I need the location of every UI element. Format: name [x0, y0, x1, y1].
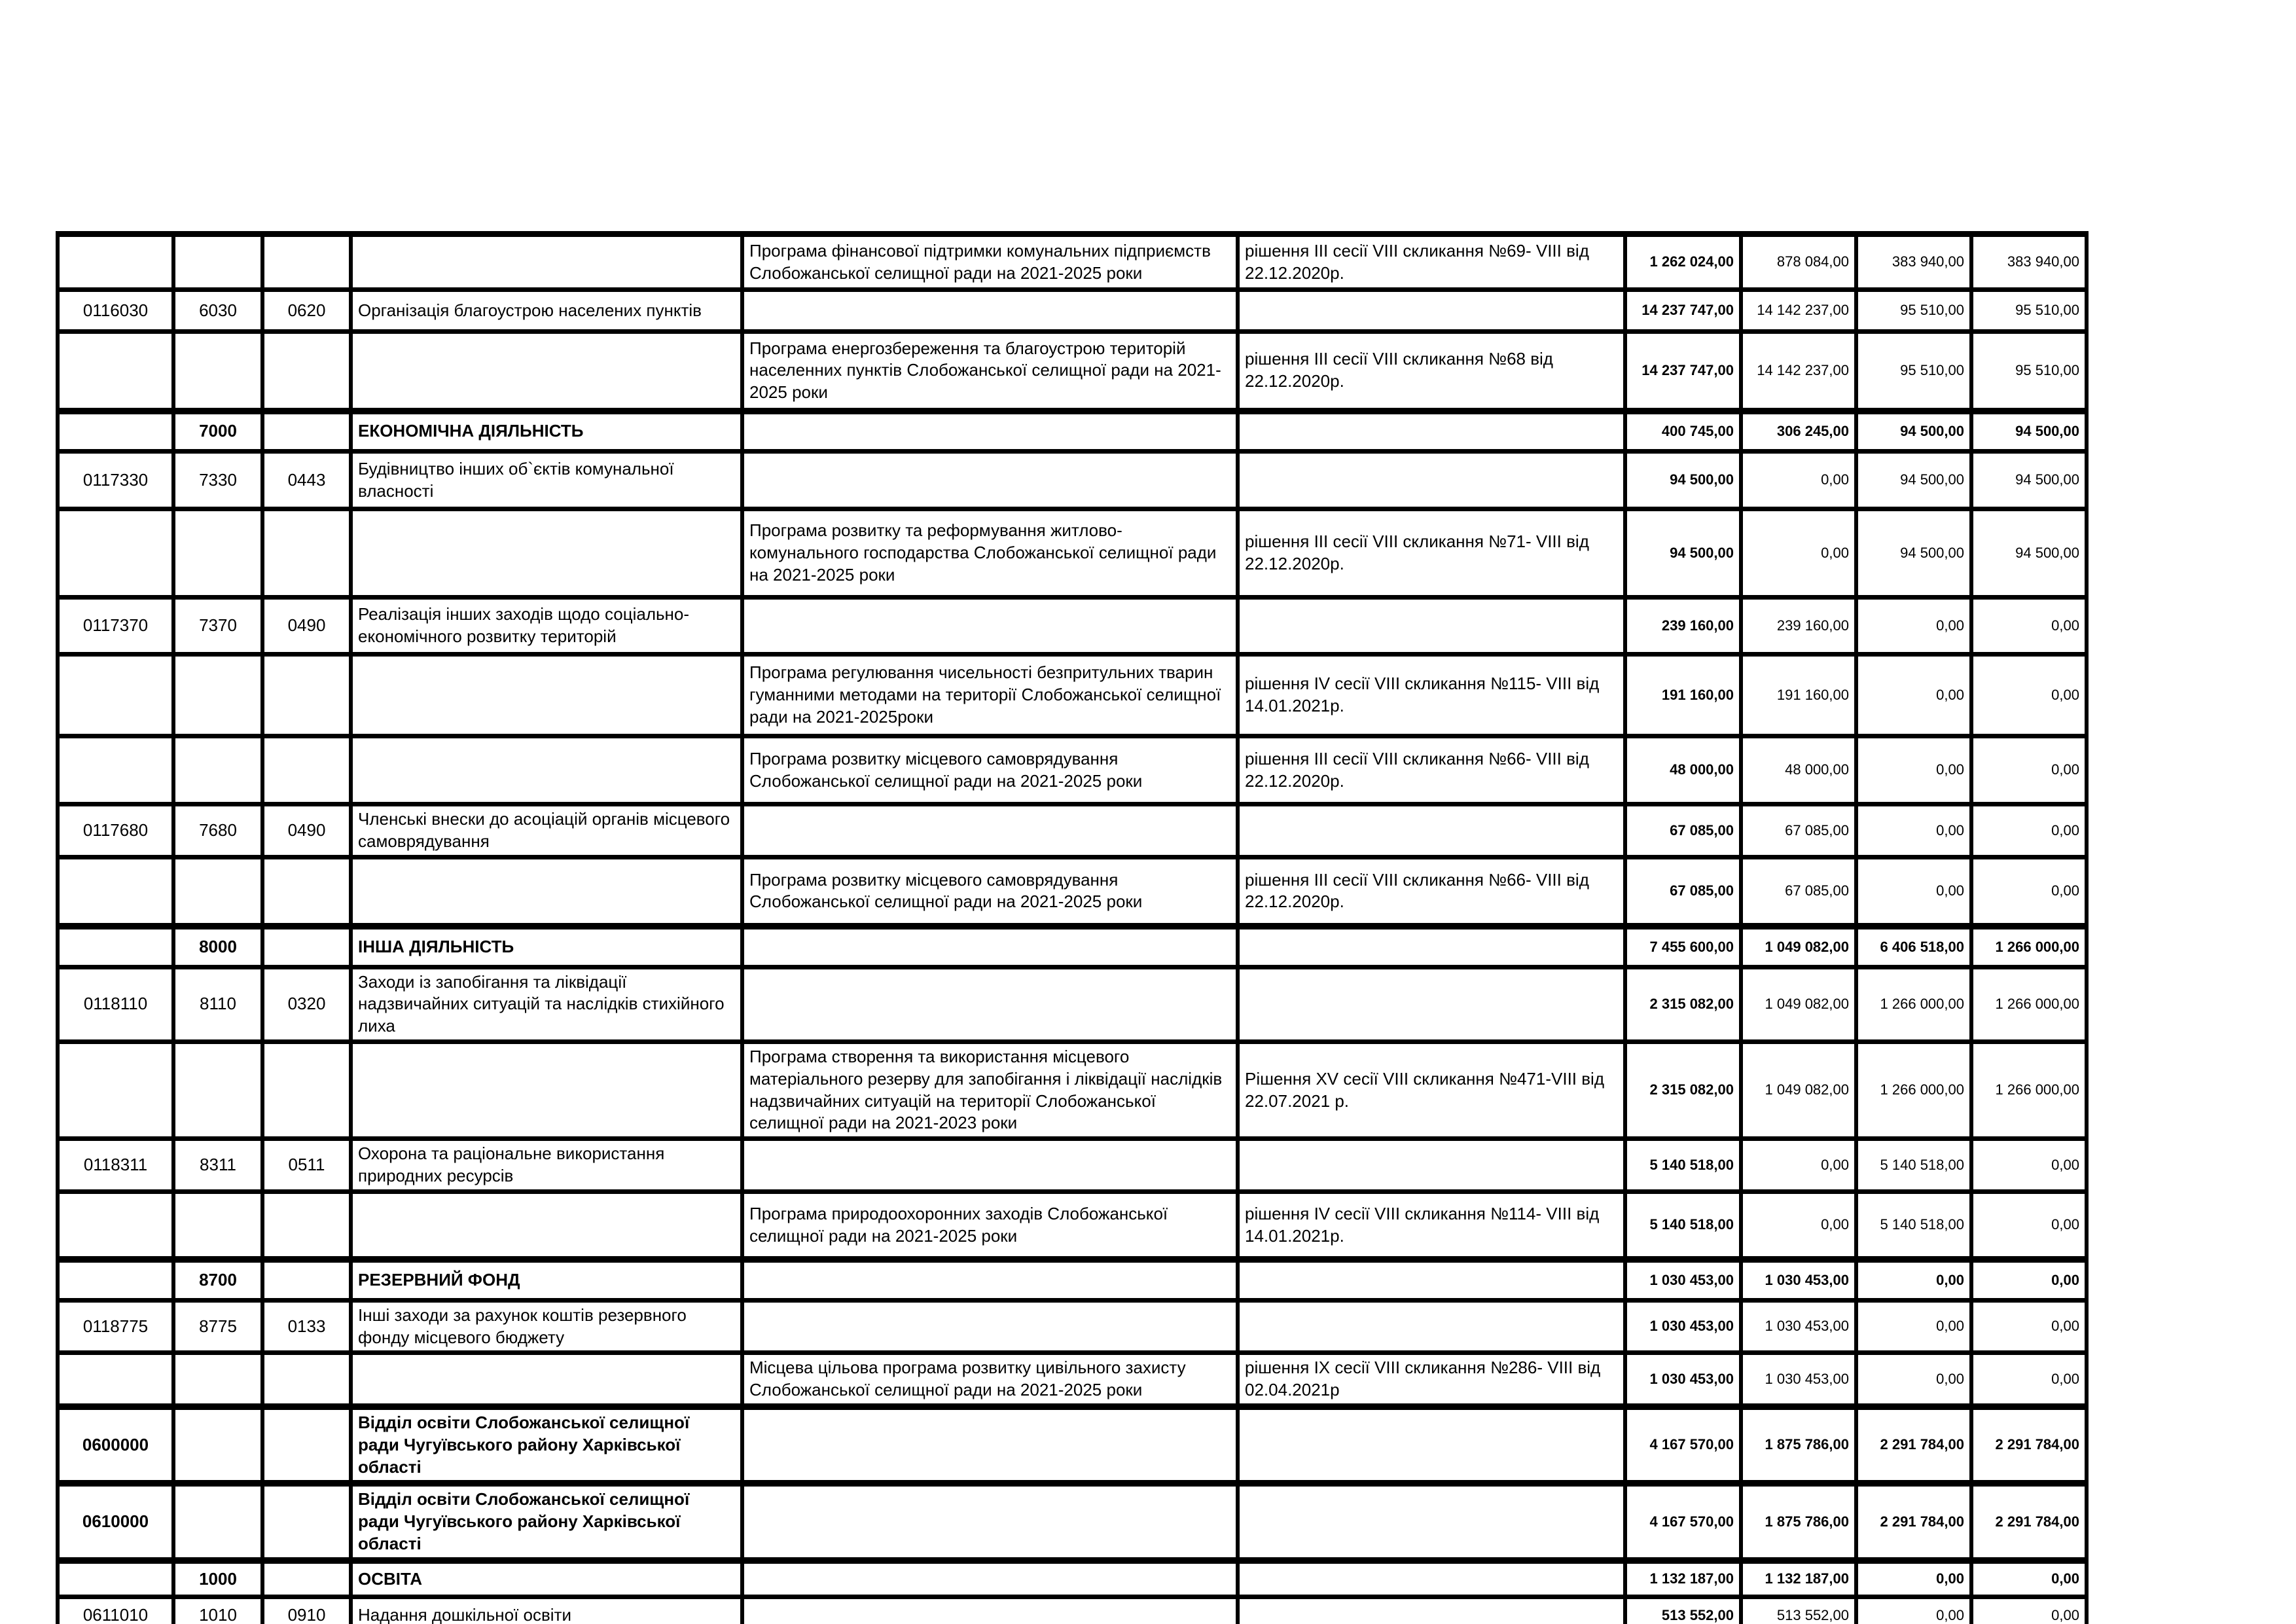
- name-cell: Інші заходи за рахунок коштів резервного фонду місцевого бюджету: [351, 1300, 742, 1353]
- general-fund-cell: 306 245,00: [1741, 411, 1856, 452]
- name-cell: [351, 234, 742, 290]
- special-fund-cell: 0,00: [1856, 857, 1971, 926]
- code-fk-cell: [262, 1407, 351, 1483]
- program-name-cell: [742, 1597, 1238, 1624]
- development-fund-cell: 1 266 000,00: [1971, 1041, 2087, 1138]
- program-name-cell: Місцева цільова програма розвитку цивільного захисту Слобожанської селищної ради на 2021-2025 роки: [742, 1353, 1238, 1407]
- code-tpkv-cell: [173, 509, 262, 598]
- special-fund-cell: 0,00: [1856, 1300, 1971, 1353]
- code-fk-cell: 0443: [262, 452, 351, 509]
- decision-cell: [1238, 804, 1625, 857]
- development-fund-cell: 2 291 784,00: [1971, 1483, 2087, 1560]
- decision-cell: рішення III сесії VIII скликання №66- VIII від 22.12.2020р.: [1238, 736, 1625, 804]
- code-fk-cell: [262, 332, 351, 411]
- code-fk-cell: [262, 411, 351, 452]
- program-name-cell: [742, 1300, 1238, 1353]
- decision-cell: рішення III сесії VIII скликання №66- VIII від 22.12.2020р.: [1238, 857, 1625, 926]
- code-tpkv-cell: [173, 332, 262, 411]
- code-fk-cell: [262, 926, 351, 967]
- code-tpkv-cell: [173, 1407, 262, 1483]
- code-ktpkv-cell: 0611010: [58, 1597, 173, 1624]
- code-ktpkv-cell: 0610000: [58, 1483, 173, 1560]
- name-cell: ЕКОНОМІЧНА ДІЯЛЬНІСТЬ: [351, 411, 742, 452]
- code-fk-cell: [262, 1041, 351, 1138]
- special-fund-cell: 0,00: [1856, 1353, 1971, 1407]
- special-fund-cell: 94 500,00: [1856, 411, 1971, 452]
- table-row-program: [58, 509, 2087, 598]
- total-amount-cell: 14 237 747,00: [1625, 332, 1741, 411]
- table-row-department: [58, 1407, 2087, 1483]
- development-fund-cell: 94 500,00: [1971, 452, 2087, 509]
- development-fund-cell: 383 940,00: [1971, 234, 2087, 290]
- table-row-category: [58, 1561, 2087, 1597]
- code-tpkv-cell: 6030: [173, 290, 262, 332]
- general-fund-cell: 1 030 453,00: [1741, 1300, 1856, 1353]
- code-tpkv-cell: [173, 857, 262, 926]
- name-cell: [351, 1191, 742, 1259]
- total-amount-cell: 67 085,00: [1625, 804, 1741, 857]
- development-fund-cell: 0,00: [1971, 1191, 2087, 1259]
- development-fund-cell: 0,00: [1971, 1139, 2087, 1192]
- name-cell: ОСВІТА: [351, 1561, 742, 1597]
- decision-cell: [1238, 1259, 1625, 1300]
- code-ktpkv-cell: [58, 411, 173, 452]
- total-amount-cell: 1 132 187,00: [1625, 1561, 1741, 1597]
- program-name-cell: [742, 926, 1238, 967]
- code-tpkv-cell: [173, 1041, 262, 1138]
- code-tpkv-cell: [173, 736, 262, 804]
- development-fund-cell: 0,00: [1971, 1300, 2087, 1353]
- code-tpkv-cell: [173, 1191, 262, 1259]
- table-row-detail: [58, 967, 2087, 1041]
- name-cell: [351, 655, 742, 736]
- name-cell: [351, 332, 742, 411]
- table-row-department: [58, 1483, 2087, 1560]
- name-cell: Відділ освіти Слобожанської селищної ради Чугуївського району Харківської області: [351, 1407, 742, 1483]
- general-fund-cell: 14 142 237,00: [1741, 290, 1856, 332]
- code-fk-cell: [262, 857, 351, 926]
- table-row-category: [58, 411, 2087, 452]
- decision-cell: Рішення XV сесії VIII скликання №471-VIII від 22.07.2021 р.: [1238, 1041, 1625, 1138]
- code-ktpkv-cell: 0116030: [58, 290, 173, 332]
- table-row-program: [58, 1041, 2087, 1138]
- program-name-cell: [742, 290, 1238, 332]
- general-fund-cell: 1 030 453,00: [1741, 1353, 1856, 1407]
- decision-cell: [1238, 290, 1625, 332]
- program-name-cell: Програма розвитку місцевого самоврядування Слобожанської селищної ради на 2021-2025 роки: [742, 736, 1238, 804]
- special-fund-cell: 0,00: [1856, 655, 1971, 736]
- code-ktpkv-cell: [58, 926, 173, 967]
- total-amount-cell: 239 160,00: [1625, 598, 1741, 655]
- name-cell: [351, 1353, 742, 1407]
- code-tpkv-cell: 8775: [173, 1300, 262, 1353]
- special-fund-cell: 5 140 518,00: [1856, 1139, 1971, 1192]
- total-amount-cell: 2 315 082,00: [1625, 1041, 1741, 1138]
- total-amount-cell: 1 262 024,00: [1625, 234, 1741, 290]
- decision-cell: рішення IV сесії VIII скликання №114- VIII від 14.01.2021р.: [1238, 1191, 1625, 1259]
- code-fk-cell: 0320: [262, 967, 351, 1041]
- code-tpkv-cell: 8311: [173, 1139, 262, 1192]
- program-name-cell: Програма розвитку та реформування житлово-комунального господарства Слобожанської селищної ради на 2021-2025 роки: [742, 509, 1238, 598]
- development-fund-cell: 0,00: [1971, 736, 2087, 804]
- total-amount-cell: 400 745,00: [1625, 411, 1741, 452]
- special-fund-cell: 2 291 784,00: [1856, 1407, 1971, 1483]
- code-fk-cell: [262, 655, 351, 736]
- program-name-cell: Програма створення та використання місцевого матеріального резерву для запобігання і ліквідації наслідків надзвичайних ситуацій на території Слобожанської селищної ради на 2021-2023 роки: [742, 1041, 1238, 1138]
- code-ktpkv-cell: 0118311: [58, 1139, 173, 1192]
- general-fund-cell: 1 049 082,00: [1741, 1041, 1856, 1138]
- program-name-cell: Програма регулювання чисельності безпритульних тварин гуманними методами на території Слобожанської селищної ради на 2021-2025роки: [742, 655, 1238, 736]
- general-fund-cell: 0,00: [1741, 1191, 1856, 1259]
- code-ktpkv-cell: [58, 1041, 173, 1138]
- special-fund-cell: 1 266 000,00: [1856, 1041, 1971, 1138]
- code-ktpkv-cell: [58, 1191, 173, 1259]
- code-ktpkv-cell: [58, 332, 173, 411]
- budget-table: [56, 231, 2089, 1624]
- name-cell: Реалізація інших заходів щодо соціально-економічного розвитку територій: [351, 598, 742, 655]
- program-name-cell: [742, 967, 1238, 1041]
- table-row-program: [58, 736, 2087, 804]
- decision-cell: рішення IV сесії VIII скликання №115- VIII від 14.01.2021р.: [1238, 655, 1625, 736]
- development-fund-cell: 0,00: [1971, 1353, 2087, 1407]
- development-fund-cell: 95 510,00: [1971, 290, 2087, 332]
- total-amount-cell: 67 085,00: [1625, 857, 1741, 926]
- name-cell: Охорона та раціональне використання природних ресурсів: [351, 1139, 742, 1192]
- general-fund-cell: 0,00: [1741, 509, 1856, 598]
- name-cell: [351, 509, 742, 598]
- code-ktpkv-cell: [58, 1561, 173, 1597]
- code-ktpkv-cell: 0117370: [58, 598, 173, 655]
- code-ktpkv-cell: [58, 509, 173, 598]
- table-row-detail: [58, 804, 2087, 857]
- table-row-program: [58, 1353, 2087, 1407]
- code-tpkv-cell: 1010: [173, 1597, 262, 1624]
- code-tpkv-cell: 8000: [173, 926, 262, 967]
- special-fund-cell: 0,00: [1856, 804, 1971, 857]
- code-fk-cell: [262, 1353, 351, 1407]
- decision-cell: [1238, 1483, 1625, 1560]
- code-fk-cell: [262, 1259, 351, 1300]
- general-fund-cell: 1 132 187,00: [1741, 1561, 1856, 1597]
- code-ktpkv-cell: 0118110: [58, 967, 173, 1041]
- decision-cell: [1238, 1300, 1625, 1353]
- development-fund-cell: 0,00: [1971, 1259, 2087, 1300]
- development-fund-cell: 0,00: [1971, 1561, 2087, 1597]
- code-tpkv-cell: 1000: [173, 1561, 262, 1597]
- code-fk-cell: [262, 736, 351, 804]
- name-cell: РЕЗЕРВНИЙ ФОНД: [351, 1259, 742, 1300]
- decision-cell: рішення III сесії VIII скликання №71- VIII від 22.12.2020р.: [1238, 509, 1625, 598]
- decision-cell: [1238, 1407, 1625, 1483]
- table-row-detail: [58, 290, 2087, 332]
- decision-cell: рішення IX сесії VIII скликання №286- VIII від 02.04.2021р: [1238, 1353, 1625, 1407]
- code-fk-cell: 0511: [262, 1139, 351, 1192]
- code-ktpkv-cell: [58, 1259, 173, 1300]
- special-fund-cell: 383 940,00: [1856, 234, 1971, 290]
- decision-cell: [1238, 598, 1625, 655]
- table-row-program: [58, 655, 2087, 736]
- code-ktpkv-cell: 0117330: [58, 452, 173, 509]
- table-row-detail: [58, 1300, 2087, 1353]
- development-fund-cell: 2 291 784,00: [1971, 1407, 2087, 1483]
- table-row-program: [58, 857, 2087, 926]
- program-name-cell: [742, 1483, 1238, 1560]
- name-cell: Відділ освіти Слобожанської селищної ради Чугуївського району Харківської області: [351, 1483, 742, 1560]
- program-name-cell: [742, 804, 1238, 857]
- special-fund-cell: 95 510,00: [1856, 290, 1971, 332]
- code-tpkv-cell: [173, 234, 262, 290]
- code-ktpkv-cell: [58, 655, 173, 736]
- name-cell: Членські внески до асоціацій органів місцевого самоврядування: [351, 804, 742, 857]
- special-fund-cell: 0,00: [1856, 1561, 1971, 1597]
- general-fund-cell: 1 030 453,00: [1741, 1259, 1856, 1300]
- total-amount-cell: 94 500,00: [1625, 509, 1741, 598]
- code-ktpkv-cell: [58, 736, 173, 804]
- special-fund-cell: 0,00: [1856, 1259, 1971, 1300]
- general-fund-cell: 878 084,00: [1741, 234, 1856, 290]
- development-fund-cell: 0,00: [1971, 598, 2087, 655]
- code-tpkv-cell: [173, 1483, 262, 1560]
- name-cell: [351, 736, 742, 804]
- total-amount-cell: 94 500,00: [1625, 452, 1741, 509]
- code-fk-cell: [262, 234, 351, 290]
- general-fund-cell: 239 160,00: [1741, 598, 1856, 655]
- program-name-cell: Програма природоохоронних заходів Слобожанської селищної ради на 2021-2025 роки: [742, 1191, 1238, 1259]
- decision-cell: [1238, 967, 1625, 1041]
- development-fund-cell: 0,00: [1971, 804, 2087, 857]
- general-fund-cell: 0,00: [1741, 452, 1856, 509]
- name-cell: Надання дошкільної освіти: [351, 1597, 742, 1624]
- general-fund-cell: 191 160,00: [1741, 655, 1856, 736]
- development-fund-cell: 94 500,00: [1971, 411, 2087, 452]
- program-name-cell: [742, 411, 1238, 452]
- decision-cell: [1238, 452, 1625, 509]
- budget-table-body: [58, 234, 2087, 1624]
- code-tpkv-cell: 7680: [173, 804, 262, 857]
- general-fund-cell: 0,00: [1741, 1139, 1856, 1192]
- program-name-cell: [742, 598, 1238, 655]
- development-fund-cell: 1 266 000,00: [1971, 967, 2087, 1041]
- name-cell: Будівництво інших об`єктів комунальної власності: [351, 452, 742, 509]
- total-amount-cell: 191 160,00: [1625, 655, 1741, 736]
- total-amount-cell: 1 030 453,00: [1625, 1259, 1741, 1300]
- code-fk-cell: 0490: [262, 804, 351, 857]
- special-fund-cell: 0,00: [1856, 598, 1971, 655]
- table-row-detail: [58, 1597, 2087, 1624]
- code-fk-cell: [262, 1483, 351, 1560]
- total-amount-cell: 1 030 453,00: [1625, 1353, 1741, 1407]
- program-name-cell: Програма розвитку місцевого самоврядування Слобожанської селищної ради на 2021-2025 роки: [742, 857, 1238, 926]
- code-tpkv-cell: [173, 655, 262, 736]
- code-ktpkv-cell: [58, 234, 173, 290]
- code-tpkv-cell: 8110: [173, 967, 262, 1041]
- table-row-category: [58, 1259, 2087, 1300]
- name-cell: ІНША ДІЯЛЬНІСТЬ: [351, 926, 742, 967]
- total-amount-cell: 14 237 747,00: [1625, 290, 1741, 332]
- code-fk-cell: 0490: [262, 598, 351, 655]
- code-fk-cell: 0910: [262, 1597, 351, 1624]
- decision-cell: [1238, 1139, 1625, 1192]
- name-cell: Організація благоустрою населених пунктів: [351, 290, 742, 332]
- code-fk-cell: 0620: [262, 290, 351, 332]
- table-row-detail: [58, 452, 2087, 509]
- special-fund-cell: 94 500,00: [1856, 452, 1971, 509]
- general-fund-cell: 1 049 082,00: [1741, 967, 1856, 1041]
- program-name-cell: Програма фінансової підтримки комунальних підприємств Слобожанської селищної ради на 2021-2025 роки: [742, 234, 1238, 290]
- total-amount-cell: 513 552,00: [1625, 1597, 1741, 1624]
- special-fund-cell: 6 406 518,00: [1856, 926, 1971, 967]
- general-fund-cell: 1 049 082,00: [1741, 926, 1856, 967]
- total-amount-cell: 48 000,00: [1625, 736, 1741, 804]
- code-ktpkv-cell: [58, 1353, 173, 1407]
- total-amount-cell: 4 167 570,00: [1625, 1483, 1741, 1560]
- code-tpkv-cell: 7000: [173, 411, 262, 452]
- decision-cell: [1238, 411, 1625, 452]
- general-fund-cell: 67 085,00: [1741, 804, 1856, 857]
- general-fund-cell: 48 000,00: [1741, 736, 1856, 804]
- development-fund-cell: 1 266 000,00: [1971, 926, 2087, 967]
- development-fund-cell: 94 500,00: [1971, 509, 2087, 598]
- code-ktpkv-cell: [58, 857, 173, 926]
- general-fund-cell: 513 552,00: [1741, 1597, 1856, 1624]
- special-fund-cell: 0,00: [1856, 1597, 1971, 1624]
- total-amount-cell: 7 455 600,00: [1625, 926, 1741, 967]
- special-fund-cell: 1 266 000,00: [1856, 967, 1971, 1041]
- code-ktpkv-cell: 0117680: [58, 804, 173, 857]
- development-fund-cell: 0,00: [1971, 1597, 2087, 1624]
- code-tpkv-cell: [173, 1353, 262, 1407]
- special-fund-cell: 5 140 518,00: [1856, 1191, 1971, 1259]
- program-name-cell: Програма енергозбереження та благоустрою територій населенних пунктів Слобожанської селищної ради на 2021-2025 роки: [742, 332, 1238, 411]
- table-row-detail: [58, 1139, 2087, 1192]
- program-name-cell: [742, 1139, 1238, 1192]
- table-row-category: [58, 926, 2087, 967]
- special-fund-cell: 0,00: [1856, 736, 1971, 804]
- general-fund-cell: 14 142 237,00: [1741, 332, 1856, 411]
- program-name-cell: [742, 1561, 1238, 1597]
- decision-cell: [1238, 926, 1625, 967]
- total-amount-cell: 1 030 453,00: [1625, 1300, 1741, 1353]
- program-name-cell: [742, 452, 1238, 509]
- table-row-program: [58, 1191, 2087, 1259]
- name-cell: [351, 857, 742, 926]
- name-cell: Заходи із запобігання та ліквідації надзвичайних ситуацій та наслідків стихійного лиха: [351, 967, 742, 1041]
- table-row-program: [58, 234, 2087, 290]
- general-fund-cell: 67 085,00: [1741, 857, 1856, 926]
- special-fund-cell: 95 510,00: [1856, 332, 1971, 411]
- decision-cell: рішення III сесії VIII скликання №68 від 22.12.2020р.: [1238, 332, 1625, 411]
- name-cell: [351, 1041, 742, 1138]
- development-fund-cell: 95 510,00: [1971, 332, 2087, 411]
- program-name-cell: [742, 1407, 1238, 1483]
- development-fund-cell: 0,00: [1971, 857, 2087, 926]
- general-fund-cell: 1 875 786,00: [1741, 1407, 1856, 1483]
- general-fund-cell: 1 875 786,00: [1741, 1483, 1856, 1560]
- table-row-detail: [58, 598, 2087, 655]
- code-fk-cell: 0133: [262, 1300, 351, 1353]
- special-fund-cell: 2 291 784,00: [1856, 1483, 1971, 1560]
- development-fund-cell: 0,00: [1971, 655, 2087, 736]
- code-tpkv-cell: 7330: [173, 452, 262, 509]
- table-row-program: [58, 332, 2087, 411]
- code-tpkv-cell: 8700: [173, 1259, 262, 1300]
- code-ktpkv-cell: 0118775: [58, 1300, 173, 1353]
- decision-cell: [1238, 1561, 1625, 1597]
- decision-cell: [1238, 1597, 1625, 1624]
- code-fk-cell: [262, 1191, 351, 1259]
- code-fk-cell: [262, 1561, 351, 1597]
- total-amount-cell: 5 140 518,00: [1625, 1191, 1741, 1259]
- total-amount-cell: 4 167 570,00: [1625, 1407, 1741, 1483]
- code-tpkv-cell: 7370: [173, 598, 262, 655]
- total-amount-cell: 2 315 082,00: [1625, 967, 1741, 1041]
- decision-cell: рішення III сесії VIII скликання №69- VIII від 22.12.2020р.: [1238, 234, 1625, 290]
- program-name-cell: [742, 1259, 1238, 1300]
- code-fk-cell: [262, 509, 351, 598]
- code-ktpkv-cell: 0600000: [58, 1407, 173, 1483]
- special-fund-cell: 94 500,00: [1856, 509, 1971, 598]
- total-amount-cell: 5 140 518,00: [1625, 1139, 1741, 1192]
